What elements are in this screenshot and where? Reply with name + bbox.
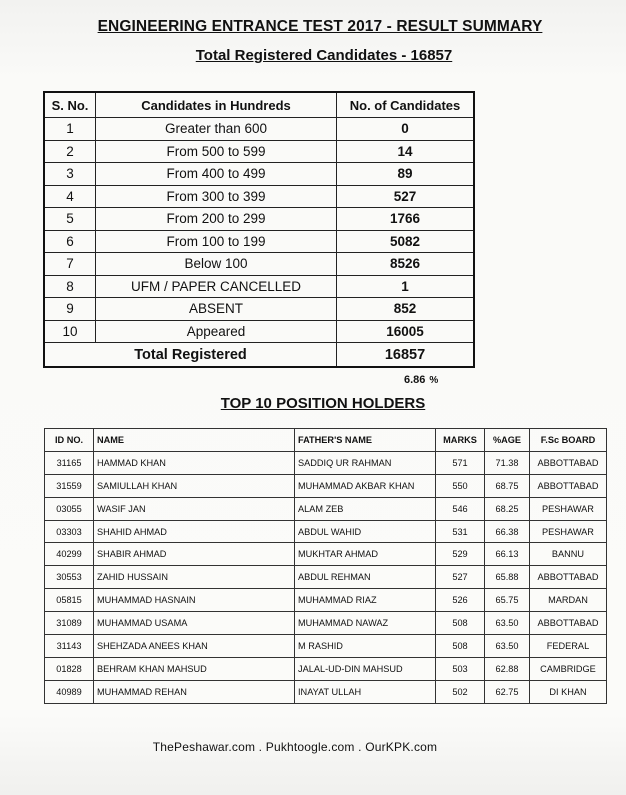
page-title: ENGINEERING ENTRANCE TEST 2017 - RESULT SUMMARY [97, 18, 543, 35]
summary-cell-sno: 1 [44, 118, 96, 141]
holder-marks: 503 [436, 657, 485, 680]
page-subtitle: Total Registered Candidates - 16857 [195, 47, 453, 64]
summary-total-label: Total Registered [44, 343, 337, 368]
summary-cell-category: Greater than 600 [96, 118, 337, 141]
summary-row [44, 253, 474, 276]
holders-header-row [45, 429, 607, 452]
percentage-value: 6.86 [404, 374, 426, 386]
holder-marks: 508 [436, 635, 485, 658]
summary-cell-category: Appeared [96, 320, 337, 343]
holder-father-name: MUHAMMAD AKBAR KHAN [295, 474, 436, 497]
holder-marks: 531 [436, 520, 485, 543]
summary-cell-category: From 400 to 499 [96, 163, 337, 186]
holder-father-name: ABDUL REHMAN [295, 566, 436, 589]
table-row [45, 474, 607, 497]
holder-id: 03303 [45, 520, 94, 543]
holder-father-name: MUKHTAR AHMAD [295, 543, 436, 566]
holder-percentage: 68.75 [485, 474, 530, 497]
holder-name: SHABIR AHMAD [94, 543, 295, 566]
table-row [45, 612, 607, 635]
holders-header-percentage: %AGE [485, 429, 530, 452]
holder-father-name: MUHAMMAD RIAZ [295, 589, 436, 612]
summary-cell-count: 14 [337, 140, 475, 163]
summary-cell-category: From 500 to 599 [96, 140, 337, 163]
summary-cell-sno: 8 [44, 275, 96, 298]
holder-board: ABBOTTABAD [530, 451, 607, 474]
summary-cell-category: From 100 to 199 [96, 230, 337, 253]
summary-table [43, 91, 475, 368]
summary-total-value: 16857 [337, 343, 475, 368]
summary-row [44, 298, 474, 321]
holder-father-name: INAYAT ULLAH [295, 680, 436, 703]
holder-name: WASIF JAN [94, 497, 295, 520]
holder-percentage: 62.75 [485, 680, 530, 703]
holder-marks: 502 [436, 680, 485, 703]
summary-cell-sno: 7 [44, 253, 96, 276]
holder-percentage: 68.25 [485, 497, 530, 520]
summary-total-row [44, 343, 474, 368]
summary-cell-sno: 6 [44, 230, 96, 253]
holder-board: DI KHAN [530, 680, 607, 703]
percentage-unit: % [429, 375, 439, 386]
holder-marks: 546 [436, 497, 485, 520]
holder-percentage: 65.88 [485, 566, 530, 589]
table-row [45, 589, 607, 612]
summary-cell-count: 1766 [337, 208, 475, 231]
holder-name: SHAHID AHMAD [94, 520, 295, 543]
holder-board: ABBOTTABAD [530, 566, 607, 589]
holder-percentage: 66.13 [485, 543, 530, 566]
holder-percentage: 71.38 [485, 451, 530, 474]
holder-board: BANNU [530, 543, 607, 566]
holder-percentage: 63.50 [485, 635, 530, 658]
summary-cell-count: 852 [337, 298, 475, 321]
table-row [45, 451, 607, 474]
footer-sources: ThePeshawar.com . Pukhtoogle.com . OurKPK.com [152, 740, 438, 754]
summary-header-row [44, 92, 474, 118]
summary-row [44, 185, 474, 208]
summary-cell-category: UFM / PAPER CANCELLED [96, 275, 337, 298]
summary-cell-sno: 9 [44, 298, 96, 321]
holder-board: ABBOTTABAD [530, 612, 607, 635]
holder-name: MUHAMMAD USAMA [94, 612, 295, 635]
summary-cell-count: 1 [337, 275, 475, 298]
holder-marks: 526 [436, 589, 485, 612]
table-row [45, 635, 607, 658]
top10-heading: TOP 10 POSITION HOLDERS [220, 395, 426, 412]
holder-board: ABBOTTABAD [530, 474, 607, 497]
summary-cell-count: 89 [337, 163, 475, 186]
holder-father-name: JALAL-UD-DIN MAHSUD [295, 657, 436, 680]
table-row [45, 680, 607, 703]
summary-row [44, 118, 474, 141]
summary-row [44, 140, 474, 163]
holder-id: 31089 [45, 612, 94, 635]
holder-name: BEHRAM KHAN MAHSUD [94, 657, 295, 680]
holder-marks: 529 [436, 543, 485, 566]
holder-percentage: 66.38 [485, 520, 530, 543]
holder-board: FEDERAL [530, 635, 607, 658]
holder-id: 03055 [45, 497, 94, 520]
summary-row [44, 320, 474, 343]
holder-id: 40299 [45, 543, 94, 566]
summary-cell-count: 0 [337, 118, 475, 141]
percentage-note [404, 374, 438, 386]
summary-header-category: Candidates in Hundreds [96, 92, 337, 118]
table-row [45, 566, 607, 589]
holders-header-name: NAME [94, 429, 295, 452]
holder-board: PESHAWAR [530, 520, 607, 543]
holders-header-board: F.Sc BOARD [530, 429, 607, 452]
summary-cell-category: ABSENT [96, 298, 337, 321]
summary-body [44, 118, 474, 343]
holder-name: SAMIULLAH KHAN [94, 474, 295, 497]
holder-board: PESHAWAR [530, 497, 607, 520]
holder-percentage: 65.75 [485, 589, 530, 612]
table-row [45, 543, 607, 566]
summary-cell-category: From 200 to 299 [96, 208, 337, 231]
holder-id: 31165 [45, 451, 94, 474]
holder-name: ZAHID HUSSAIN [94, 566, 295, 589]
holder-id: 01828 [45, 657, 94, 680]
table-row [45, 657, 607, 680]
summary-cell-sno: 5 [44, 208, 96, 231]
summary-header-count: No. of Candidates [337, 92, 475, 118]
holder-father-name: ALAM ZEB [295, 497, 436, 520]
holders-body [45, 451, 607, 703]
holder-id: 05815 [45, 589, 94, 612]
holder-name: SHEHZADA ANEES KHAN [94, 635, 295, 658]
holder-board: MARDAN [530, 589, 607, 612]
summary-row [44, 275, 474, 298]
holders-header-father: FATHER'S NAME [295, 429, 436, 452]
summary-cell-count: 8526 [337, 253, 475, 276]
holder-father-name: ABDUL WAHID [295, 520, 436, 543]
summary-cell-sno: 2 [44, 140, 96, 163]
summary-cell-category: Below 100 [96, 253, 337, 276]
holder-board: CAMBRIDGE [530, 657, 607, 680]
summary-cell-count: 527 [337, 185, 475, 208]
summary-row [44, 208, 474, 231]
holder-marks: 550 [436, 474, 485, 497]
holder-id: 30553 [45, 566, 94, 589]
summary-row [44, 163, 474, 186]
summary-header-sno: S. No. [44, 92, 96, 118]
holder-marks: 571 [436, 451, 485, 474]
holders-header-marks: MARKS [436, 429, 485, 452]
holder-marks: 527 [436, 566, 485, 589]
holder-id: 40989 [45, 680, 94, 703]
summary-cell-count: 16005 [337, 320, 475, 343]
summary-cell-count: 5082 [337, 230, 475, 253]
holder-marks: 508 [436, 612, 485, 635]
holder-percentage: 62.88 [485, 657, 530, 680]
holder-father-name: SADDIQ UR RAHMAN [295, 451, 436, 474]
holder-id: 31143 [45, 635, 94, 658]
table-row [45, 520, 607, 543]
position-holders-table [44, 428, 607, 704]
holder-name: HAMMAD KHAN [94, 451, 295, 474]
summary-cell-sno: 3 [44, 163, 96, 186]
table-row [45, 497, 607, 520]
holder-name: MUHAMMAD HASNAIN [94, 589, 295, 612]
summary-cell-category: From 300 to 399 [96, 185, 337, 208]
holder-id: 31559 [45, 474, 94, 497]
holder-father-name: MUHAMMAD NAWAZ [295, 612, 436, 635]
holders-header-id: ID NO. [45, 429, 94, 452]
holder-name: MUHAMMAD REHAN [94, 680, 295, 703]
summary-row [44, 230, 474, 253]
holder-father-name: M RASHID [295, 635, 436, 658]
holder-percentage: 63.50 [485, 612, 530, 635]
summary-cell-sno: 10 [44, 320, 96, 343]
summary-cell-sno: 4 [44, 185, 96, 208]
